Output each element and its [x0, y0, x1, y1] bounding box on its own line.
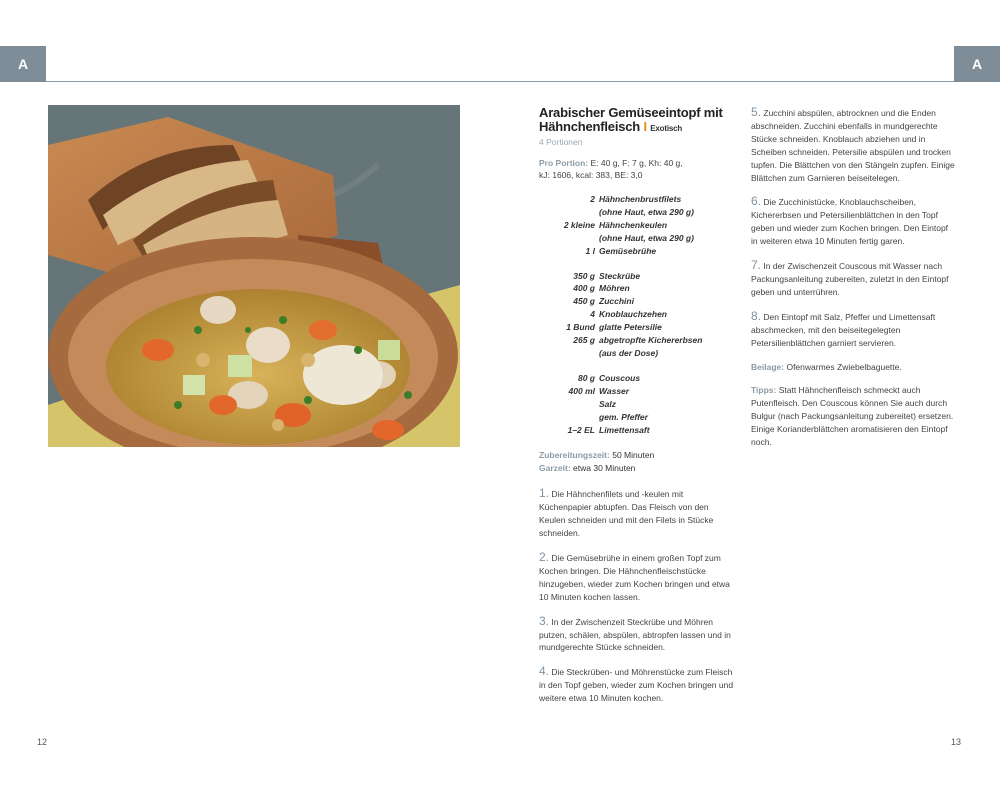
ingredient-quantity: 400 ml	[568, 385, 595, 396]
prep-time-value: 50 Minuten	[612, 450, 655, 461]
recipe-title	[539, 106, 735, 136]
side-dish-text: Ofenwarmes Zwiebelbaguette.	[786, 361, 902, 372]
step-text: In der Zwischenzeit Couscous mit Wasser nach Packungsanleitung zubereiten, zuletzt in den Eintopf geben und unterrühren.	[751, 261, 949, 297]
ingredient-quantity	[539, 411, 599, 424]
step-number: 5.	[751, 105, 762, 119]
step-number: 4.	[539, 664, 550, 679]
ingredient-row	[539, 347, 735, 360]
page-number-right: 13	[951, 737, 962, 747]
tips-label: Tipps:	[751, 385, 777, 396]
recipe-title-text: Arabischer Gemüseeintopf mit Hähnchenfleisch	[539, 105, 723, 134]
ingredient-row	[539, 321, 735, 334]
step-number: 8.	[751, 308, 762, 323]
ingredient-quantity: 2 kleine	[563, 219, 595, 230]
ingredient-quantity: 80 g	[577, 372, 595, 383]
ingredient-quantity: 4	[590, 309, 595, 320]
ingredient-name: Zucchini	[599, 296, 634, 307]
step-text: Die Steckrüben- und Möhrenstücke zum Fleisch in den Topf geben, wieder zum Kochen bringen und weitere etwa 10 Minuten kochen.	[539, 667, 734, 704]
ingredient-row	[539, 385, 735, 398]
tag-bar: I	[643, 119, 647, 134]
side-dish-label: Beilage:	[751, 361, 785, 372]
step-number: 2.	[539, 550, 550, 565]
ingredient-name: Limettensaft	[599, 424, 650, 435]
ingredient-name: glatte Petersilie	[599, 322, 662, 333]
step-text: Die Zucchinistücke, Knoblauchscheiben, Kichererbsen und Petersilienblättchen in den Topf geben und wieder zum Kochen bringen. Den Eintopf in weiteren etwa 10 Minuten fertig garen.	[751, 197, 949, 247]
ingredient-quantity: 1–2 EL	[567, 424, 595, 435]
tips-text: Statt Hähnchenfleisch schmeckt auch Putenfleisch. Den Couscous können Sie auch durch Bulgur (nach Packungsanleitung zubereitet) ersetzen. Einige Korianderblättchen aromatisieren den Eintopf noch.	[751, 385, 954, 448]
ingredient-quantity: 450 g	[573, 296, 595, 307]
instruction-step	[539, 665, 735, 705]
instruction-step	[751, 195, 956, 248]
step-text: Die Gemüsebrühe in einem großen Topf zum Kochen bringen. Die Hähnchenfleischstücke hinzugeben, wieder zum Kochen bringen und etwa 10 Minuten kochen lassen.	[539, 553, 730, 602]
ingredient-row	[539, 398, 735, 411]
nutrition-label: Pro Portion:	[539, 158, 589, 168]
ingredient-name: (ohne Haut, etwa 290 g)	[599, 206, 694, 217]
ingredient-quantity	[539, 347, 599, 360]
step-text: In der Zwischenzeit Steckrübe und Möhren putzen, schälen, abspülen, abtropfen lassen und in mundgerechte Stücke schneiden.	[539, 616, 731, 653]
ingredient-row	[539, 193, 735, 206]
ingredient-name: gem. Pfeffer	[599, 411, 648, 422]
chapter-tab-right: A	[954, 46, 1000, 82]
ingredient-quantity: 400 g	[573, 283, 595, 294]
ingredient-quantity: 1 Bund	[566, 322, 595, 333]
instruction-step	[539, 487, 735, 540]
ingredient-row	[539, 372, 735, 385]
recipe-photo	[48, 105, 460, 447]
ingredient-row	[539, 270, 735, 283]
ingredient-row	[539, 245, 735, 258]
chapter-tab-left: A	[0, 46, 46, 82]
nutrition-line-1: E: 40 g, F: 7 g, Kh: 40 g,	[590, 158, 683, 168]
step-text: Die Hähnchenfilets und -keulen mit Küchenpapier abtupfen. Das Fleisch von den Keulen schneiden und mit den Filets in Stücke schneiden.	[539, 489, 714, 539]
ingredient-name: (ohne Haut, etwa 290 g)	[599, 232, 694, 243]
ingredient-row	[539, 295, 735, 308]
ingredient-name: Knoblauchzehen	[599, 309, 668, 320]
instruction-step	[539, 615, 735, 655]
ingredient-quantity	[539, 232, 599, 245]
ingredient-quantity: 1 l	[585, 245, 595, 256]
ingredient-name: abgetropfte Kichererbsen	[599, 335, 703, 346]
ingredient-name: (aus der Dose)	[599, 347, 659, 358]
ingredient-quantity: 2	[590, 194, 595, 204]
ingredient-list	[539, 193, 735, 436]
ingredient-row	[539, 308, 735, 321]
prep-time-label: Zubereitungszeit:	[539, 450, 610, 461]
step-text: Zucchini abspülen, abtrocknen und die Enden abschneiden. Zucchini ebenfalls in mundgerechte Stücke schneiden. Knoblauch abziehen und in Scheiben schneiden. Petersilie abspülen und trocken tupfen. Die Blättchen von den Stängeln zupfen. Einige Blättchen zum Garnieren beiseitelegen.	[751, 108, 955, 183]
ingredient-row	[539, 219, 735, 232]
step-number: 3.	[539, 613, 550, 628]
ingredient-name: Steckrübe	[599, 270, 641, 281]
ingredient-name: Wasser	[599, 385, 630, 396]
ingredient-row	[539, 282, 735, 295]
instruction-step	[539, 551, 735, 604]
ingredient-row	[539, 411, 735, 424]
ingredient-row	[539, 334, 735, 347]
ingredient-quantity	[539, 206, 599, 219]
page-number-left: 12	[37, 737, 48, 747]
ingredient-name: Hähnchenkeulen	[599, 219, 668, 230]
ingredient-quantity: 265 g	[573, 335, 595, 346]
ingredient-row	[539, 232, 735, 245]
step-text: Den Eintopf mit Salz, Pfeffer und Limettensaft abschmecken, mit den beiseitegelegten Petersilienblättchen garniert servieren.	[751, 311, 936, 348]
header-rule	[46, 81, 954, 82]
ingredient-name: Couscous	[599, 372, 641, 383]
ingredient-name: Salz	[599, 398, 617, 409]
ingredient-row	[539, 424, 735, 437]
recipe-tag: Exotisch	[650, 124, 683, 133]
instruction-step	[751, 106, 956, 184]
cook-time-value: etwa 30 Minuten	[573, 462, 636, 473]
recipe-column-main	[539, 106, 735, 705]
nutrition-info	[539, 157, 735, 181]
ingredient-name: Gemüsebrühe	[599, 245, 657, 256]
step-number: 6.	[751, 194, 762, 209]
tips	[751, 384, 956, 449]
ingredient-name: Möhren	[599, 283, 630, 294]
portions: 4 Portionen	[539, 137, 583, 147]
step-number: 1.	[539, 486, 550, 501]
instruction-step	[751, 310, 956, 350]
instruction-step	[751, 259, 956, 299]
ingredient-quantity	[539, 398, 599, 411]
step-number: 7.	[751, 258, 762, 273]
ingredient-name: Hähnchenbrustfilets	[599, 194, 682, 204]
ingredient-row	[539, 206, 735, 219]
cook-time-label: Garzeit:	[539, 462, 571, 473]
side-dish	[751, 361, 956, 374]
time-info	[539, 449, 735, 474]
nutrition-line-2: kJ: 1606, kcal: 383, BE: 3,0	[539, 170, 643, 180]
recipe-column-right	[751, 106, 956, 449]
ingredient-quantity: 350 g	[573, 270, 595, 281]
